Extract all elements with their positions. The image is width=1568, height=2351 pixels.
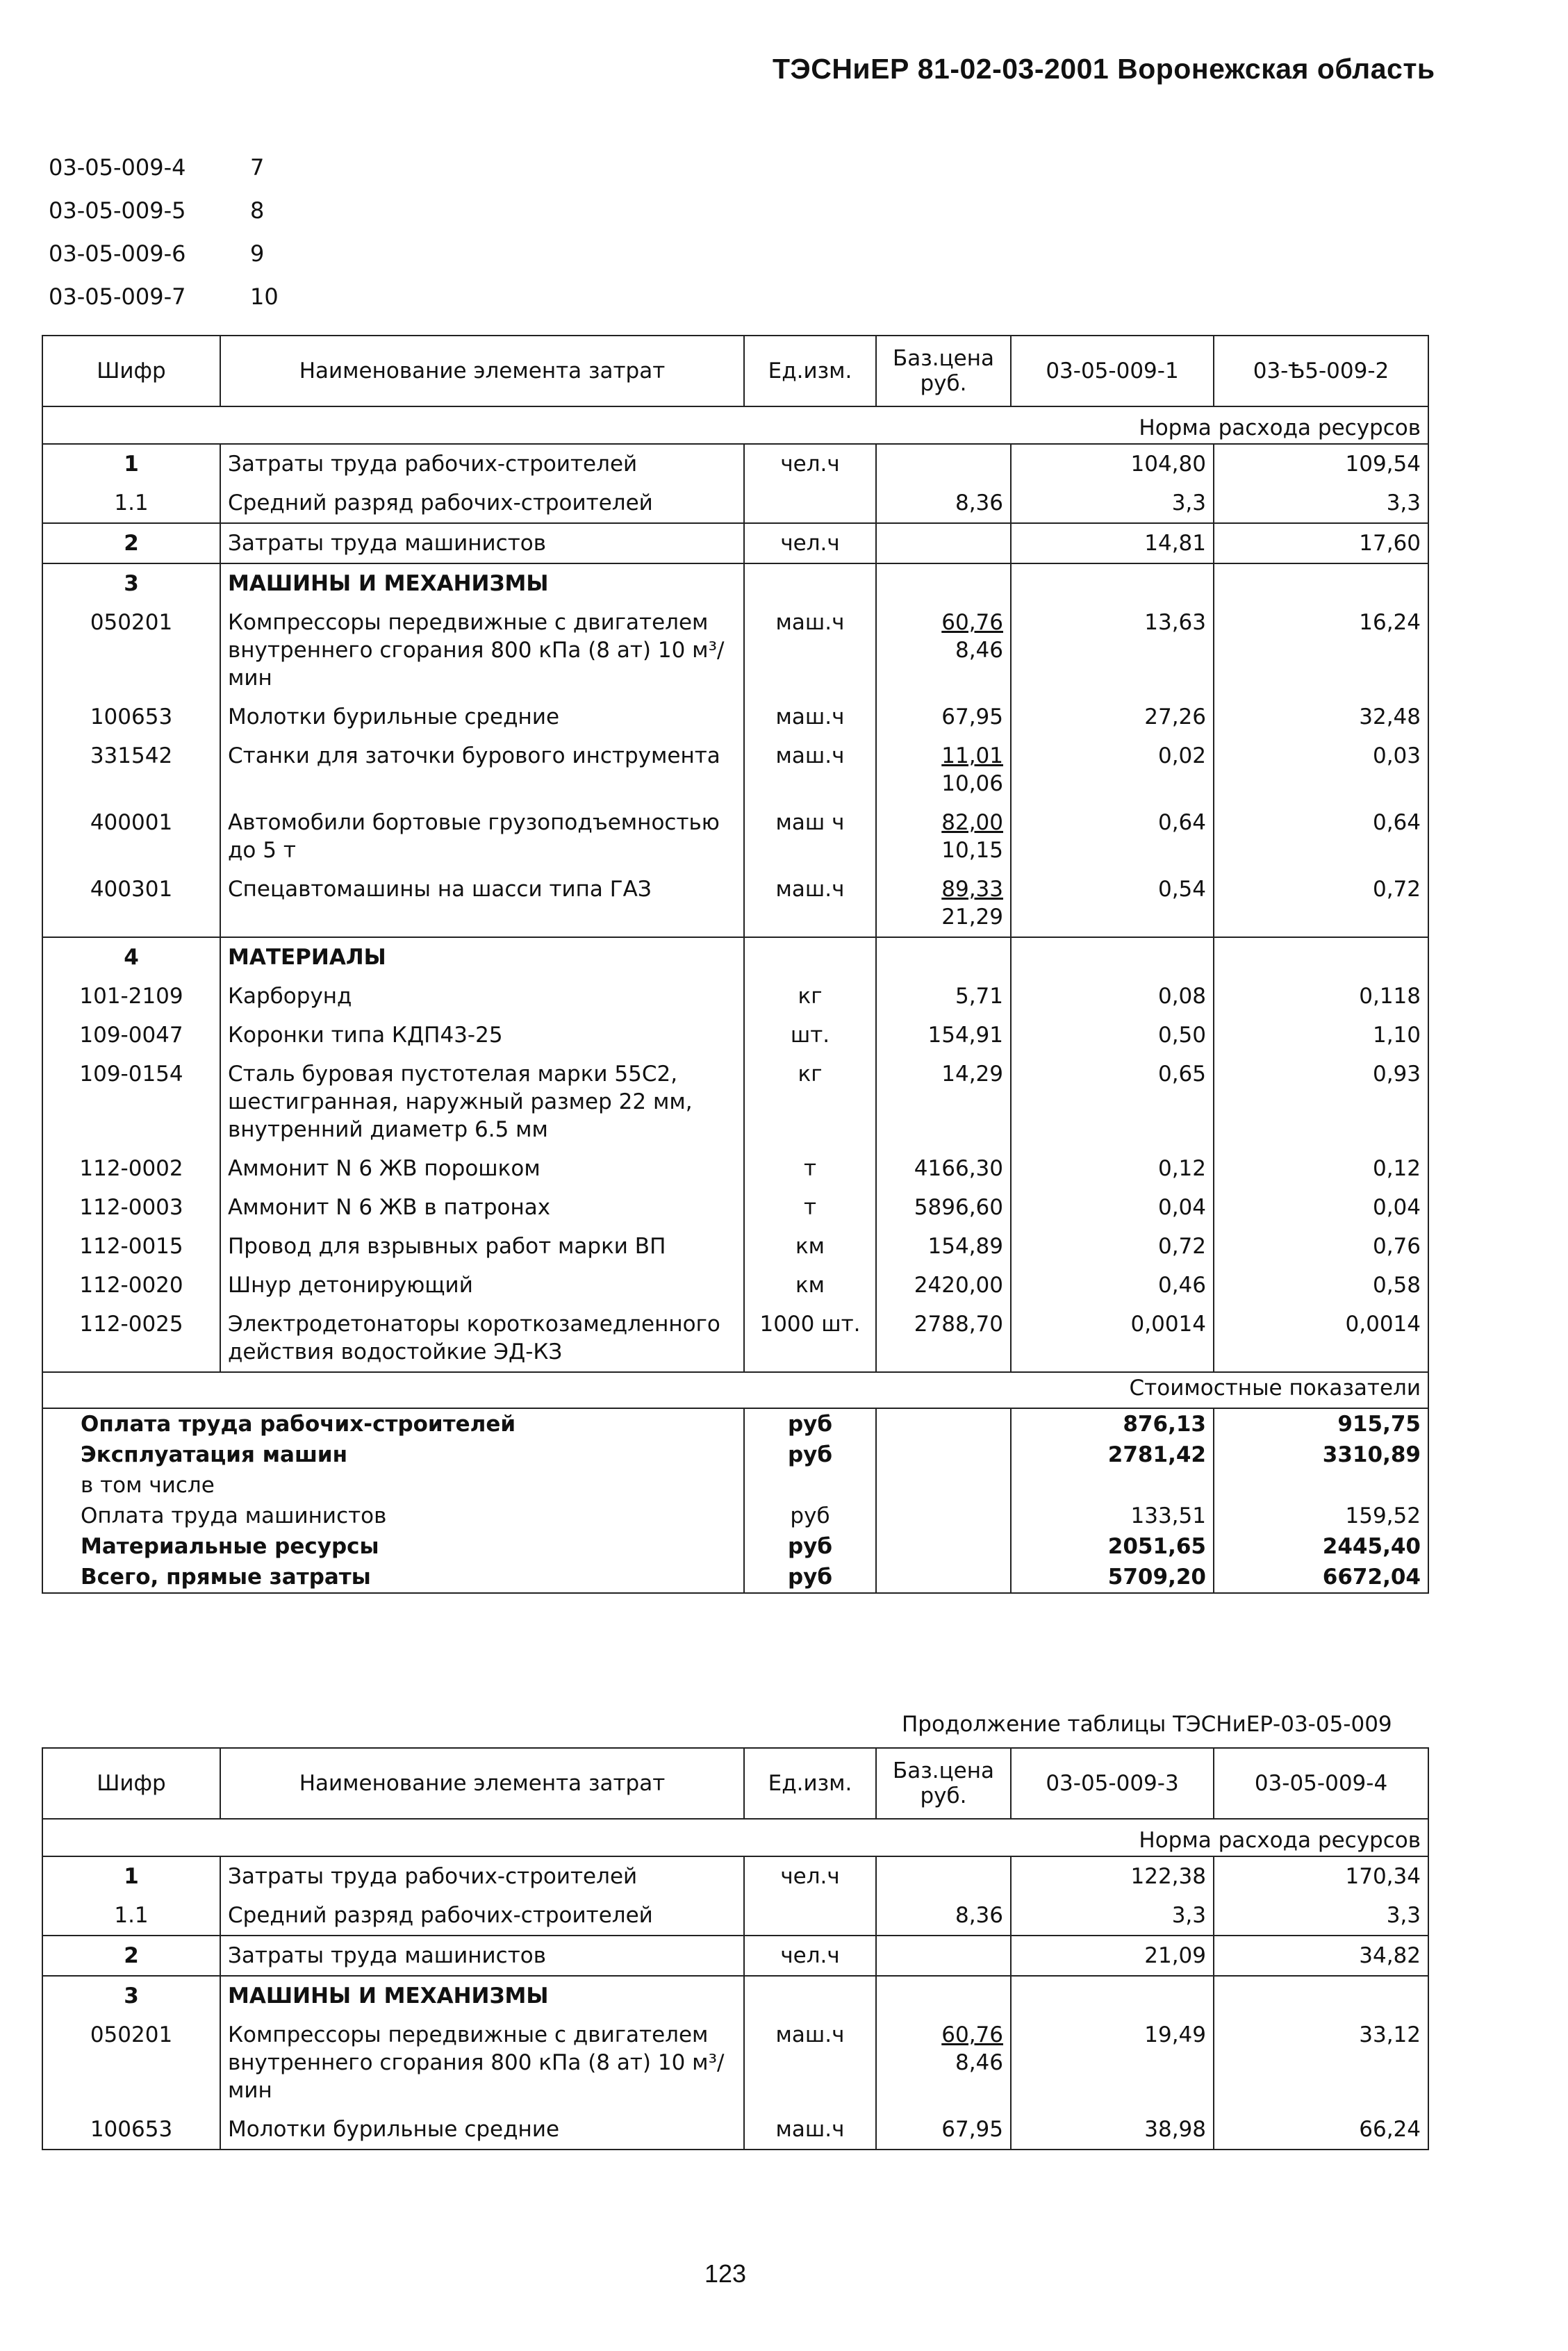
price-value-2: 8,46 xyxy=(955,638,1003,663)
cell-b: 0,58 xyxy=(1214,1266,1428,1305)
price-value: 67,95 xyxy=(941,2117,1003,2142)
cell-b: 3,3 xyxy=(1214,484,1428,523)
table-row xyxy=(42,803,1428,870)
cell-a: 0,54 xyxy=(1011,870,1214,937)
cell-name: Шнур детонирующий xyxy=(220,1266,744,1305)
cell-name: МАТЕРИАЛЫ xyxy=(220,937,744,977)
table-row xyxy=(42,977,1428,1016)
cell-unit xyxy=(744,1896,876,1936)
cell-unit: чел.ч xyxy=(744,1936,876,1976)
cell-price xyxy=(876,1227,1011,1266)
table-row xyxy=(42,1976,1428,2015)
table-row xyxy=(42,1936,1428,1976)
table-row xyxy=(42,1149,1428,1188)
document-header: ТЭСНиЕР 81-02-03-2001 Воронежская область xyxy=(773,53,1435,85)
cell-unit: маш ч xyxy=(744,803,876,870)
cost-row-a: 133,51 xyxy=(1011,1501,1214,1531)
resource-table-2 xyxy=(42,1747,1429,2150)
table-row xyxy=(42,563,1428,603)
cell-b: 0,03 xyxy=(1214,736,1428,803)
cost-row-unit: руб xyxy=(744,1408,876,1440)
cost-row-unit xyxy=(744,1470,876,1501)
cell-name: Затраты труда рабочих-строителей xyxy=(220,1856,744,1896)
cell-price xyxy=(876,736,1011,803)
cell-b xyxy=(1214,1976,1428,2015)
cell-name: Затраты труда машинистов xyxy=(220,523,744,563)
cell-price xyxy=(876,484,1011,523)
cell-price xyxy=(876,937,1011,977)
cell-unit: маш.ч xyxy=(744,736,876,803)
cell-b: 66,24 xyxy=(1214,2110,1428,2150)
table-row xyxy=(42,937,1428,977)
code-value: 03-05-009-7 xyxy=(49,283,186,310)
cell-b xyxy=(1214,563,1428,603)
cell-price xyxy=(876,1305,1011,1372)
cell-unit: маш.ч xyxy=(744,2110,876,2150)
table-row xyxy=(42,1305,1428,1372)
cell-code: 1.1 xyxy=(42,484,220,523)
table-row xyxy=(42,1896,1428,1936)
cell-price xyxy=(876,2015,1011,2110)
cell-price xyxy=(876,1936,1011,1976)
cost-row-b: 3310,89 xyxy=(1214,1440,1428,1470)
cell-unit xyxy=(744,484,876,523)
col-a-header: 03-05-009-3 xyxy=(1011,1748,1214,1819)
cell-name: Затраты труда машинистов xyxy=(220,1936,744,1976)
price-value-2: 8,46 xyxy=(955,2050,1003,2075)
cell-code: 400001 xyxy=(42,803,220,870)
table-row xyxy=(42,870,1428,937)
col-a-header: 03-05-009-1 xyxy=(1011,336,1214,406)
cost-row-a: 2781,42 xyxy=(1011,1440,1214,1470)
cell-unit: шт. xyxy=(744,1016,876,1055)
table-row xyxy=(42,1188,1428,1227)
code-list-item xyxy=(49,275,279,318)
cell-name: МАШИНЫ И МЕХАНИЗМЫ xyxy=(220,563,744,603)
cell-b: 109,54 xyxy=(1214,444,1428,484)
cost-row-unit: руб xyxy=(744,1440,876,1470)
cell-code: 1 xyxy=(42,444,220,484)
cell-unit: чел.ч xyxy=(744,523,876,563)
price-value: 2788,70 xyxy=(914,1312,1003,1337)
cost-row xyxy=(42,1408,1428,1440)
col-name-header: Наименование элемента затрат xyxy=(220,336,744,406)
table-header-row xyxy=(42,336,1428,406)
cell-name: Электродетонаторы короткозамедленного действия водостойкие ЭД-КЗ xyxy=(220,1305,744,1372)
table-row xyxy=(42,1227,1428,1266)
cell-name: Провод для взрывных работ марки ВП xyxy=(220,1227,744,1266)
cell-code: 4 xyxy=(42,937,220,977)
cost-row-b xyxy=(1214,1470,1428,1501)
code-value: 03-05-009-6 xyxy=(49,240,186,267)
cost-row-label: Оплата труда рабочих-строителей xyxy=(42,1408,744,1440)
cell-name: МАШИНЫ И МЕХАНИЗМЫ xyxy=(220,1976,744,2015)
cell-price xyxy=(876,2110,1011,2150)
price-value-2: 21,29 xyxy=(941,905,1003,930)
cell-unit: км xyxy=(744,1227,876,1266)
code-list-item xyxy=(49,189,279,232)
cell-code: 112-0015 xyxy=(42,1227,220,1266)
cost-row-label: Оплата труда машинистов xyxy=(42,1501,744,1531)
cost-row-b: 2445,40 xyxy=(1214,1531,1428,1562)
code-number: 9 xyxy=(250,240,265,267)
col-b-header: 03-05-009-4 xyxy=(1214,1748,1428,1819)
col-b-header: 03-Ѣ5-009-2 xyxy=(1214,336,1428,406)
table-row xyxy=(42,1016,1428,1055)
cell-b: 0,118 xyxy=(1214,977,1428,1016)
cell-code: 050201 xyxy=(42,603,220,698)
code-number: 10 xyxy=(250,283,279,310)
cost-row-unit: руб xyxy=(744,1562,876,1593)
table-row xyxy=(42,2015,1428,2110)
cell-name: Аммонит N 6 ЖВ в патронах xyxy=(220,1188,744,1227)
code-number: 7 xyxy=(250,154,265,181)
price-value: 2420,00 xyxy=(914,1273,1003,1298)
col-price-header xyxy=(876,1748,1011,1819)
cell-a: 19,49 xyxy=(1011,2015,1214,2110)
cell-name: Карборунд xyxy=(220,977,744,1016)
cell-code: 400301 xyxy=(42,870,220,937)
price-value: 14,29 xyxy=(941,1062,1003,1087)
code-value: 03-05-009-4 xyxy=(49,154,186,181)
cost-row xyxy=(42,1440,1428,1470)
cell-price xyxy=(876,1856,1011,1896)
cell-unit: 1000 шт. xyxy=(744,1305,876,1372)
cell-name: Компрессоры передвижные с двигателем внутреннего сгорания 800 кПа (8 ат) 10 м³/мин xyxy=(220,603,744,698)
cell-name: Станки для заточки бурового инструмента xyxy=(220,736,744,803)
cell-b: 0,72 xyxy=(1214,870,1428,937)
cell-name: Средний разряд рабочих-строителей xyxy=(220,1896,744,1936)
cell-name: Средний разряд рабочих-строителей xyxy=(220,484,744,523)
cell-price xyxy=(876,603,1011,698)
cell-code: 3 xyxy=(42,563,220,603)
cost-row xyxy=(42,1470,1428,1501)
cell-code: 100653 xyxy=(42,698,220,736)
cell-a: 0,50 xyxy=(1011,1016,1214,1055)
cost-row-empty xyxy=(876,1501,1011,1531)
table-row xyxy=(42,603,1428,698)
cell-name: Компрессоры передвижные с двигателем внутреннего сгорания 800 кПа (8 ат) 10 м³/мин xyxy=(220,2015,744,2110)
cell-a: 0,08 xyxy=(1011,977,1214,1016)
cost-row-b: 6672,04 xyxy=(1214,1562,1428,1593)
cell-unit: маш.ч xyxy=(744,2015,876,2110)
cell-b: 0,76 xyxy=(1214,1227,1428,1266)
cost-row-b: 915,75 xyxy=(1214,1408,1428,1440)
cost-row-a: 5709,20 xyxy=(1011,1562,1214,1593)
cost-row-empty xyxy=(876,1408,1011,1440)
col-code-header: Шифр xyxy=(42,1748,220,1819)
cell-name: Спецавтомашины на шасси типа ГАЗ xyxy=(220,870,744,937)
cell-name: Коронки типа КДП43-25 xyxy=(220,1016,744,1055)
cell-code: 109-0154 xyxy=(42,1055,220,1149)
price-value: 4166,30 xyxy=(914,1156,1003,1181)
cell-a: 14,81 xyxy=(1011,523,1214,563)
price-value: 8,36 xyxy=(955,1903,1003,1928)
table-header-row xyxy=(42,1748,1428,1819)
col-name-header: Наименование элемента затрат xyxy=(220,1748,744,1819)
cell-unit: т xyxy=(744,1149,876,1188)
cell-unit: маш.ч xyxy=(744,603,876,698)
page-number: 123 xyxy=(704,2259,747,2288)
cost-row xyxy=(42,1531,1428,1562)
cell-code: 100653 xyxy=(42,2110,220,2150)
cost-header-row xyxy=(42,1372,1428,1408)
cell-code: 109-0047 xyxy=(42,1016,220,1055)
cell-a: 0,64 xyxy=(1011,803,1214,870)
cost-row-empty xyxy=(876,1470,1011,1501)
cell-b: 0,12 xyxy=(1214,1149,1428,1188)
cell-b: 0,64 xyxy=(1214,803,1428,870)
cell-unit: км xyxy=(744,1266,876,1305)
table-row xyxy=(42,736,1428,803)
cell-a xyxy=(1011,1976,1214,2015)
price-header-line1: Баз.цена xyxy=(892,1758,995,1783)
cell-code: 112-0003 xyxy=(42,1188,220,1227)
cell-price xyxy=(876,1266,1011,1305)
cell-b: 32,48 xyxy=(1214,698,1428,736)
table-row xyxy=(42,1266,1428,1305)
price-value: 154,89 xyxy=(927,1234,1003,1259)
cost-row-unit: руб xyxy=(744,1531,876,1562)
table-row xyxy=(42,1856,1428,1896)
cell-unit: маш.ч xyxy=(744,870,876,937)
cell-price xyxy=(876,1016,1011,1055)
cell-unit: кг xyxy=(744,1055,876,1149)
cell-code: 2 xyxy=(42,523,220,563)
col-unit-header: Ед.изм. xyxy=(744,336,876,406)
cost-row-empty xyxy=(876,1562,1011,1593)
cell-unit xyxy=(744,937,876,977)
col-code-header: Шифр xyxy=(42,336,220,406)
cell-code: 112-0025 xyxy=(42,1305,220,1372)
cell-unit xyxy=(744,1976,876,2015)
cell-price xyxy=(876,1055,1011,1149)
cell-a xyxy=(1011,937,1214,977)
cell-code: 331542 xyxy=(42,736,220,803)
cost-row-empty xyxy=(876,1531,1011,1562)
norm-label: Норма расхода ресурсов xyxy=(42,406,1428,444)
cell-price xyxy=(876,1188,1011,1227)
cell-code: 050201 xyxy=(42,2015,220,2110)
cell-price xyxy=(876,698,1011,736)
col-unit-header: Ед.изм. xyxy=(744,1748,876,1819)
cost-row-label: в том числе xyxy=(42,1470,744,1501)
cost-row-unit: руб xyxy=(744,1501,876,1531)
cost-row-label: Материальные ресурсы xyxy=(42,1531,744,1562)
cell-a: 0,04 xyxy=(1011,1188,1214,1227)
price-value: 89,33 xyxy=(941,877,1003,902)
cell-name: Молотки бурильные средние xyxy=(220,698,744,736)
cost-row xyxy=(42,1562,1428,1593)
cell-a: 0,65 xyxy=(1011,1055,1214,1149)
cell-b: 1,10 xyxy=(1214,1016,1428,1055)
price-value: 154,91 xyxy=(927,1023,1003,1048)
price-header-line1: Баз.цена xyxy=(892,346,995,371)
cell-code: 2 xyxy=(42,1936,220,1976)
price-value-2: 10,06 xyxy=(941,771,1003,796)
price-value: 8,36 xyxy=(955,490,1003,515)
cost-label: Стоимостные показатели xyxy=(42,1372,1428,1408)
cell-b: 3,3 xyxy=(1214,1896,1428,1936)
cell-price xyxy=(876,1896,1011,1936)
cell-price xyxy=(876,977,1011,1016)
cell-a: 13,63 xyxy=(1011,603,1214,698)
price-value: 5,71 xyxy=(955,984,1003,1009)
price-value-2: 10,15 xyxy=(941,838,1003,863)
cell-a: 3,3 xyxy=(1011,484,1214,523)
price-value: 5896,60 xyxy=(914,1195,1003,1220)
cell-name: Молотки бурильные средние xyxy=(220,2110,744,2150)
cell-unit: кг xyxy=(744,977,876,1016)
cell-name: Автомобили бортовые грузоподъемностью до 5 т xyxy=(220,803,744,870)
price-header-line2: руб. xyxy=(920,1783,967,1808)
cell-a: 0,72 xyxy=(1011,1227,1214,1266)
norm-row xyxy=(42,406,1428,444)
cell-a: 0,02 xyxy=(1011,736,1214,803)
cell-name: Аммонит N 6 ЖВ порошком xyxy=(220,1149,744,1188)
cell-b: 0,04 xyxy=(1214,1188,1428,1227)
cell-price xyxy=(876,1149,1011,1188)
cell-code: 3 xyxy=(42,1976,220,2015)
cell-unit: маш.ч xyxy=(744,698,876,736)
price-value: 67,95 xyxy=(941,704,1003,729)
cell-price xyxy=(876,563,1011,603)
cell-b: 34,82 xyxy=(1214,1936,1428,1976)
cost-row-a: 876,13 xyxy=(1011,1408,1214,1440)
cell-unit xyxy=(744,563,876,603)
table-row xyxy=(42,698,1428,736)
table-row xyxy=(42,444,1428,484)
norm-row xyxy=(42,1819,1428,1856)
cell-unit: чел.ч xyxy=(744,444,876,484)
price-value: 60,76 xyxy=(941,2022,1003,2047)
col-price-header xyxy=(876,336,1011,406)
cell-name: Затраты труда рабочих-строителей xyxy=(220,444,744,484)
table-row xyxy=(42,1055,1428,1149)
norm-label: Норма расхода ресурсов xyxy=(42,1819,1428,1856)
cell-price xyxy=(876,444,1011,484)
code-list xyxy=(49,146,279,318)
cell-price xyxy=(876,523,1011,563)
cell-unit: т xyxy=(744,1188,876,1227)
cost-row-empty xyxy=(876,1440,1011,1470)
cell-a: 0,12 xyxy=(1011,1149,1214,1188)
cell-b: 17,60 xyxy=(1214,523,1428,563)
cell-price xyxy=(876,870,1011,937)
cell-a xyxy=(1011,563,1214,603)
cell-code: 112-0020 xyxy=(42,1266,220,1305)
cost-row-a xyxy=(1011,1470,1214,1501)
code-list-item xyxy=(49,146,279,189)
cell-code: 101-2109 xyxy=(42,977,220,1016)
cell-b: 0,0014 xyxy=(1214,1305,1428,1372)
cost-row-a: 2051,65 xyxy=(1011,1531,1214,1562)
continuation-title: Продолжение таблицы ТЭСНиЕР-03-05-009 xyxy=(902,1712,1392,1737)
cell-name: Сталь буровая пустотелая марки 55С2, шестигранная, наружный размер 22 мм, внутренний диаметр 6.5 мм xyxy=(220,1055,744,1149)
table-row xyxy=(42,484,1428,523)
cell-a: 21,09 xyxy=(1011,1936,1214,1976)
cell-a: 38,98 xyxy=(1011,2110,1214,2150)
cost-row xyxy=(42,1501,1428,1531)
cell-b: 0,93 xyxy=(1214,1055,1428,1149)
cell-unit: чел.ч xyxy=(744,1856,876,1896)
table-row xyxy=(42,2110,1428,2150)
cell-a: 27,26 xyxy=(1011,698,1214,736)
price-value: 11,01 xyxy=(941,743,1003,768)
cost-row-b: 159,52 xyxy=(1214,1501,1428,1531)
cell-price xyxy=(876,1976,1011,2015)
cell-code: 1.1 xyxy=(42,1896,220,1936)
price-value: 82,00 xyxy=(941,810,1003,835)
code-list-item xyxy=(49,232,279,275)
table-row xyxy=(42,523,1428,563)
cell-a: 3,3 xyxy=(1011,1896,1214,1936)
cell-b: 170,34 xyxy=(1214,1856,1428,1896)
cell-b: 33,12 xyxy=(1214,2015,1428,2110)
cell-code: 1 xyxy=(42,1856,220,1896)
cell-code: 112-0002 xyxy=(42,1149,220,1188)
cell-b: 16,24 xyxy=(1214,603,1428,698)
price-value: 60,76 xyxy=(941,610,1003,635)
cell-a: 122,38 xyxy=(1011,1856,1214,1896)
cell-a: 104,80 xyxy=(1011,444,1214,484)
cell-price xyxy=(876,803,1011,870)
cell-a: 0,46 xyxy=(1011,1266,1214,1305)
code-number: 8 xyxy=(250,197,265,224)
cost-row-label: Эксплуатация машин xyxy=(42,1440,744,1470)
cost-row-label: Всего, прямые затраты xyxy=(42,1562,744,1593)
cell-b xyxy=(1214,937,1428,977)
price-header-line2: руб. xyxy=(920,371,967,396)
code-value: 03-05-009-5 xyxy=(49,197,186,224)
cell-a: 0,0014 xyxy=(1011,1305,1214,1372)
resource-table-1 xyxy=(42,335,1429,1594)
